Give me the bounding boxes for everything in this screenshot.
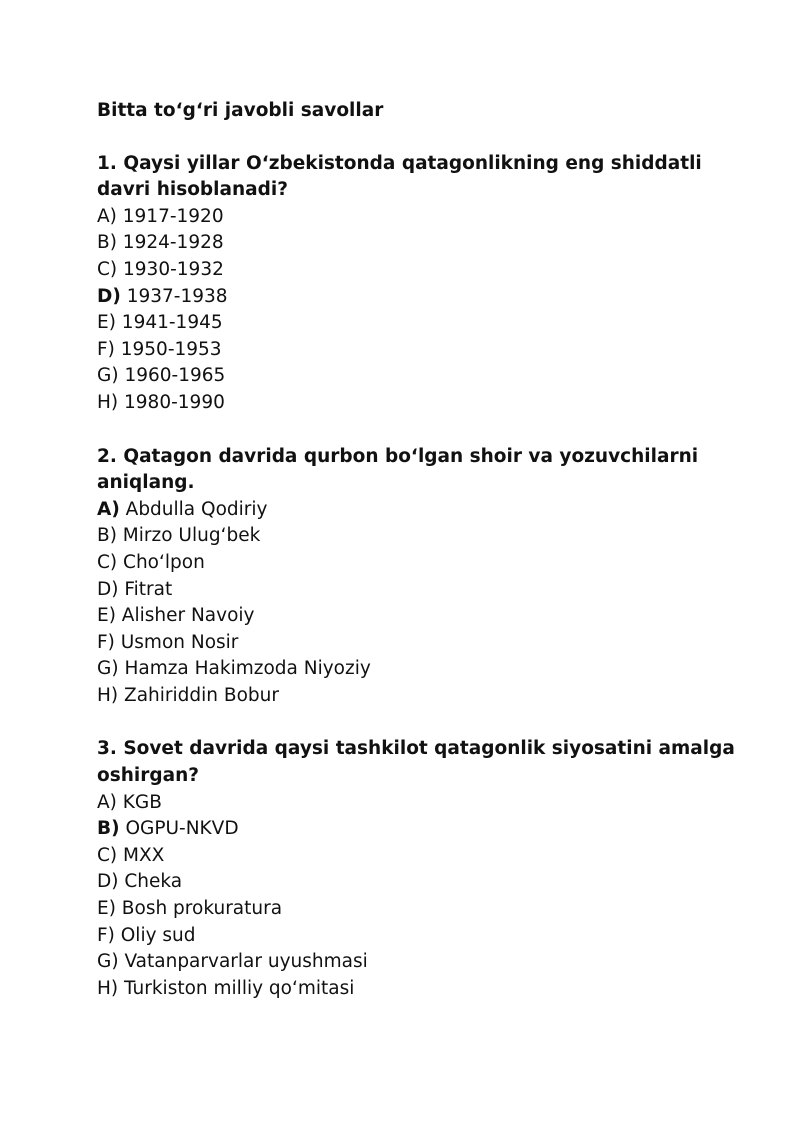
option-letter: E) [97, 605, 116, 627]
option-letter: E) [97, 312, 116, 334]
answer-option [97, 976, 737, 1003]
answer-option [97, 550, 737, 577]
option-letter: A) [97, 498, 120, 520]
answer-options [97, 497, 737, 710]
answer-option [97, 257, 737, 284]
option-text: 1924-1928 [116, 232, 224, 254]
answer-option [97, 204, 737, 231]
answer-option [97, 577, 737, 604]
option-text: Bosh prokuratura [115, 898, 283, 920]
option-letter: C) [97, 551, 118, 573]
option-letter: E) [97, 898, 116, 920]
answer-option [97, 683, 737, 710]
answer-option [97, 896, 737, 923]
answer-option [97, 603, 737, 630]
option-text: Fitrat [118, 578, 173, 600]
option-text: Cheka [118, 871, 183, 893]
option-text: MXX [117, 844, 165, 866]
option-letter: C) [97, 258, 118, 280]
option-text: Oliy sud [114, 924, 196, 946]
option-text: Hamza Hakimzoda Niyoziy [118, 658, 371, 680]
question-1 [97, 151, 737, 417]
option-text: Cho‘lpon [117, 551, 205, 573]
option-letter: G) [97, 951, 119, 973]
answer-option [97, 630, 737, 657]
option-text: Abdulla Qodiriy [119, 498, 268, 520]
option-letter: D) [97, 871, 119, 893]
question-text: 2. Qatagon davrida qurbon bo‘lgan shoir va yozuvchilarni aniqlang. [97, 445, 699, 494]
option-text: 1950-1953 [114, 338, 222, 360]
option-letter: G) [97, 658, 119, 680]
answer-option [97, 497, 737, 524]
answer-option [97, 337, 737, 364]
document-title: Bitta to‘g‘ri javobli savollar [97, 100, 384, 121]
question-2 [97, 444, 737, 710]
option-letter: G) [97, 365, 119, 387]
answer-option [97, 390, 737, 417]
option-text: 1941-1945 [115, 312, 223, 334]
option-letter: C) [97, 844, 118, 866]
option-text: Usmon Nosir [114, 631, 239, 653]
option-text: Zahiriddin Bobur [118, 684, 279, 706]
option-text: 1980-1990 [118, 391, 225, 413]
answer-option [97, 923, 737, 950]
answer-option [97, 843, 737, 870]
answer-option [97, 656, 737, 683]
option-text: Vatanparvarlar uyushmasi [118, 951, 368, 973]
answer-option [97, 790, 737, 817]
question-3 [97, 736, 737, 1002]
option-letter: H) [97, 391, 119, 413]
option-text: Mirzo Ulug‘bek [116, 525, 261, 547]
option-letter: B) [97, 525, 117, 547]
option-letter: A) [97, 791, 117, 813]
question-text: 3. Sovet davrida qaysi tashkilot qatagonlik siyosatini amalga oshirgan? [97, 738, 735, 787]
answer-option [97, 949, 737, 976]
answer-options [97, 790, 737, 1003]
option-text: 1937-1938 [120, 285, 228, 307]
answer-option [97, 310, 737, 337]
option-text: 1917-1920 [116, 205, 224, 227]
option-letter: B) [97, 818, 120, 840]
answer-option [97, 230, 737, 257]
option-text: 1930-1932 [117, 258, 224, 280]
option-text: KGB [116, 791, 162, 813]
option-letter: B) [97, 232, 117, 254]
question-text: 1. Qaysi yillar O‘zbekistonda qatagonlikning eng shiddatli davri hisoblanadi? [97, 152, 702, 201]
option-letter: H) [97, 977, 119, 999]
option-text: Alisher Navoiy [115, 605, 255, 627]
option-letter: D) [97, 285, 121, 307]
option-text: 1960-1965 [118, 365, 226, 387]
answer-option [97, 816, 737, 843]
answer-option [97, 869, 737, 896]
option-letter: A) [97, 205, 117, 227]
option-letter: F) [97, 338, 115, 360]
answer-option [97, 363, 737, 390]
option-letter: H) [97, 684, 119, 706]
document-page [97, 98, 737, 1029]
answer-option [97, 523, 737, 550]
option-letter: F) [97, 924, 115, 946]
option-letter: F) [97, 631, 115, 653]
option-text: Turkiston milliy qo‘mitasi [118, 977, 355, 999]
answer-option [97, 284, 737, 311]
option-letter: D) [97, 578, 119, 600]
answer-options [97, 204, 737, 417]
option-text: OGPU-NKVD [119, 818, 239, 840]
